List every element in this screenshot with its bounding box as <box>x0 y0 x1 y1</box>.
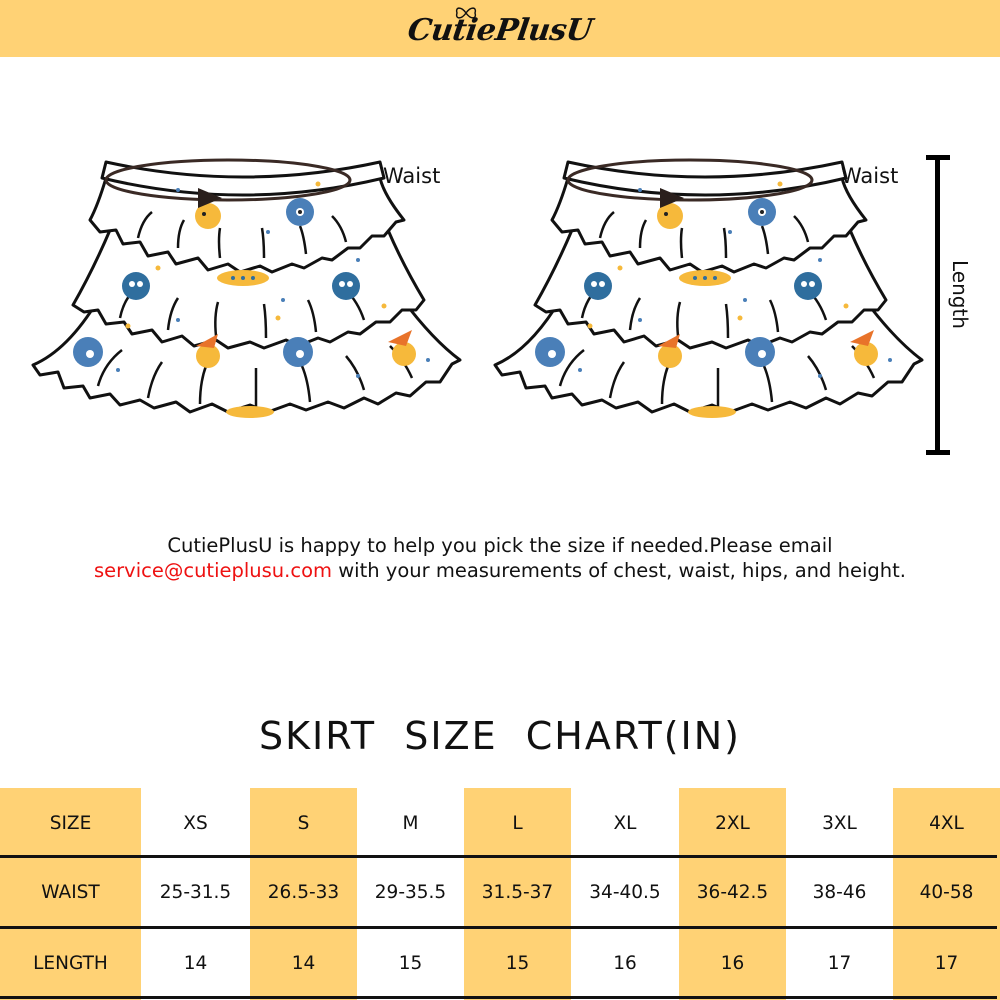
row-divider <box>0 996 997 999</box>
table-column-label <box>0 788 141 1000</box>
header-cell: M <box>402 813 419 834</box>
skirt-illustration-waist <box>28 150 468 420</box>
waist-cell: 29-35.5 <box>374 882 447 903</box>
row-label-length: LENGTH <box>33 953 108 974</box>
length-cell: 15 <box>398 953 423 974</box>
header-cell: 4XL <box>929 813 964 834</box>
waist-cell: 26.5-33 <box>267 882 340 903</box>
waist-cell: 36-42.5 <box>696 882 769 903</box>
table-column-l <box>464 788 571 1000</box>
waist-cell: 31.5-37 <box>481 882 554 903</box>
table-column-s <box>250 788 357 1000</box>
length-label: Length <box>948 260 972 329</box>
header-cell: L <box>512 813 523 834</box>
help-line-1: CutiePlusU is happy to help you pick the size if needed.Please email <box>167 534 833 557</box>
length-cell: 14 <box>183 953 208 974</box>
header-cell: XL <box>613 813 637 834</box>
skirt-drawing <box>495 160 922 418</box>
header-cell: S <box>297 813 310 834</box>
waist-cell: 38-46 <box>812 882 867 903</box>
header-cell: 2XL <box>715 813 750 834</box>
table-column-4xl <box>893 788 1000 1000</box>
length-measure-bar <box>935 157 940 453</box>
header-cell: XS <box>183 813 208 834</box>
length-cell: 17 <box>827 953 852 974</box>
table-column-xl <box>571 788 679 1000</box>
length-cap-bottom <box>926 450 950 455</box>
length-cell: 16 <box>720 953 745 974</box>
waist-label: Waist <box>383 164 441 188</box>
table-column-m <box>357 788 464 1000</box>
size-chart-title: SKIRT SIZE CHART(IN) <box>258 714 742 758</box>
bow-icon <box>453 5 479 21</box>
length-cell: 17 <box>934 953 959 974</box>
waist-cell: 25-31.5 <box>159 882 232 903</box>
row-divider <box>0 926 997 929</box>
skirt-drawing <box>33 160 460 418</box>
row-label-waist: WAIST <box>41 882 100 903</box>
brand-header <box>0 0 1000 57</box>
length-cell: 15 <box>505 953 530 974</box>
support-email-link[interactable]: service@cutieplusu.com <box>94 559 333 582</box>
length-cell: 16 <box>613 953 637 974</box>
length-cell: 14 <box>291 953 316 974</box>
size-table <box>0 788 1000 1000</box>
brand-logo: CutiePlusU <box>405 13 595 48</box>
help-line-2 <box>0 558 1000 583</box>
help-line-2-text: with your measurements of chest, waist, hips, and height. <box>332 559 906 582</box>
table-column-3xl <box>786 788 893 1000</box>
table-column-xs <box>141 788 250 1000</box>
row-divider <box>0 855 997 858</box>
table-column-2xl <box>679 788 786 1000</box>
waist-cell: 34-40.5 <box>589 882 661 903</box>
header-cell: SIZE <box>49 813 92 834</box>
skirt-illustration-length <box>490 150 930 420</box>
waist-label: Waist <box>841 164 899 188</box>
header-cell: 3XL <box>822 813 857 834</box>
waist-cell: 40-58 <box>919 882 974 903</box>
help-message <box>0 533 1000 583</box>
